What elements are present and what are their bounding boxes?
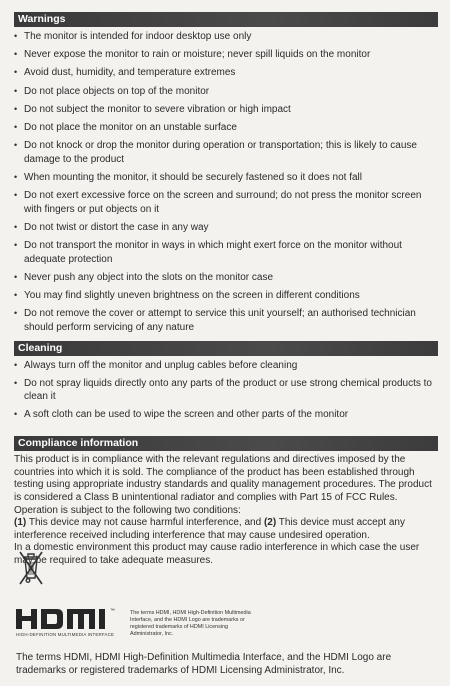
cleaning-item: • A soft cloth can be used to wipe the screen and other parts of the monitor xyxy=(14,408,438,422)
warnings-item: • Do not place the monitor on an unstable surface xyxy=(14,121,438,135)
compliance-paragraph-1 xyxy=(14,454,438,542)
compliance-intro: This product is in compliance with the relevant regulations and directives imposed by the countries into which it is sold. The compliance of the product has been established through testing using appropriate industry standards and quality management procedures. The product is considered a Class B unintentional radiator and complies with Part 15 of FCC Rules. Operation is subject to the following two conditions: xyxy=(14,454,432,516)
warnings-item: • Do not place objects on top of the monitor xyxy=(14,85,438,99)
cleaning-item: • Do not spray liquids directly onto any parts of the product or use strong chemical products to clean it xyxy=(14,377,438,404)
warnings-item: • When mounting the monitor, it should be securely fastened so it does not fall xyxy=(14,171,438,185)
hdmi-trademark-block xyxy=(16,605,436,639)
condition-2-text: This device must accept any interference received including interference that may cause undesired operation. xyxy=(14,517,405,541)
warnings-item: • Do not subject the monitor to severe vibration or high impact xyxy=(14,103,438,117)
compliance-paragraph-2: In a domestic environment this product may cause radio interference in which case the user may be required to take adequate measures. xyxy=(14,542,420,567)
hdmi-footer-notice: The terms HDMI, HDMI High-Definition Multimedia Interface, and the HDMI Logo are trademarks or registered trademarks of HDMI Licensing Administrator, Inc. xyxy=(16,652,392,676)
hdmi-trademark-symbol: ™ xyxy=(110,608,115,614)
condition-1-number: (1) xyxy=(14,517,27,529)
document-page xyxy=(14,12,438,568)
cleaning-header: Cleaning xyxy=(14,341,438,356)
warnings-list xyxy=(14,30,438,334)
compliance-body xyxy=(14,454,438,567)
warnings-item: • Do not exert excessive force on the screen and surround; do not press the monitor screen with fingers or put objects on it xyxy=(14,189,438,216)
warnings-item: • Never push any object into the slots on the monitor case xyxy=(14,271,438,285)
hdmi-tagline: HIGH-DEFINITION MULTIMEDIA INTERFACE xyxy=(16,632,115,637)
warnings-item: • You may find slightly uneven brightness on the screen in different conditions xyxy=(14,289,438,303)
hdmi-small-notice: The terms HDMI, HDMI High-Definition Multimedia Interface, and the HDMI Logo are trademarks or registered trademarks of HDMI Licensing Administrator, Inc. xyxy=(130,610,251,637)
cleaning-list xyxy=(14,359,438,422)
compliance-header: Compliance information xyxy=(14,436,438,451)
weee-bin-icon xyxy=(16,548,46,588)
warnings-item: • Avoid dust, humidity, and temperature extremes xyxy=(14,66,438,80)
warnings-item: • The monitor is intended for indoor desktop use only xyxy=(14,30,438,44)
condition-2-number: (2) xyxy=(263,517,277,529)
warnings-item: • Do not twist or distort the case in any way xyxy=(14,221,438,235)
condition-1-text: This device may not cause harmful interference, and xyxy=(26,517,264,529)
warnings-item: • Do not transport the monitor in ways in which might exert force on the monitor without adequate protection xyxy=(14,239,438,266)
warnings-item: • Do not remove the cover or attempt to service this unit yourself; an authorised technician should perform servicing of any nature xyxy=(14,307,438,334)
warnings-item: • Do not knock or drop the monitor during operation or transportation; this is likely to cause damage to the product xyxy=(14,139,438,166)
cleaning-item: • Always turn off the monitor and unplug cables before cleaning xyxy=(14,359,438,373)
warnings-item: • Never expose the monitor to rain or moisture; never spill liquids on the monitor xyxy=(14,48,438,62)
warnings-header: Warnings xyxy=(14,12,438,27)
